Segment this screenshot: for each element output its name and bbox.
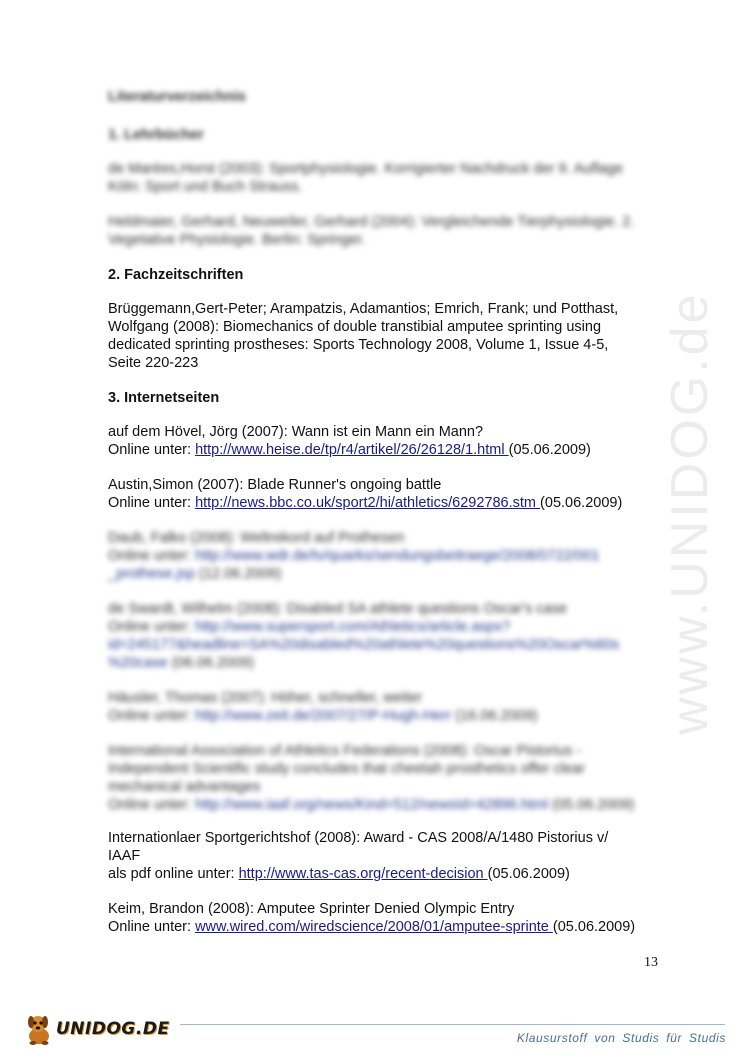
logo-text: UNIDOG.DE <box>56 1019 170 1039</box>
footer-divider <box>180 1024 725 1025</box>
reference-entry: Brüggemann,Gert-Peter; Arampatzis, Adamantios; Emrich, Frank; und Potthast, Wolfgang (2008): Biomechanics of double transtibial amputee sprinting using dedicated sprinting prostheses: Sports Technology 2008, Volume 1, Issue 4-5, Seite 220-223 <box>108 301 619 371</box>
reference-link[interactable]: http://www.iaaf.org/news/Kind=512/newsId=42896.html <box>195 797 553 813</box>
reference-entry: auf dem Hövel, Jörg (2007): Wann ist ein Mann ein Mann? Online unter: http://www.heise.de/tp/r4/artikel/26/26128/1.html (05.06.2009) <box>108 424 591 458</box>
section-heading-journals: 2. Fachzeitschriften <box>108 267 244 283</box>
reference-entry: Keim, Brandon (2008): Amputee Sprinter Denied Olympic Entry Online unter: www.wired.com/wiredscience/2008/01/amputee-sprinte (05.06.2009) <box>108 901 636 935</box>
section-heading-textbooks: 1. Lehrbücher <box>108 127 204 143</box>
reference-link[interactable]: _prothese.jsp <box>108 566 200 582</box>
page-number: 13 <box>644 955 658 970</box>
reference-entry: Heldmaier, Gerhard, Neuweiler, Gerhard (2004): Vergleichende Tierphysiologie. 2. Vegetative Physiologie. Berlin: Springer. <box>108 214 635 248</box>
section-heading-websites: 3. Internetseiten <box>108 390 220 406</box>
reference-link[interactable]: http://www.supersport.com/Athletics/article.aspx? <box>195 619 511 635</box>
reference-entry: International Association of Athletics Federations (2008): Oscar Pistorius - Independent Scientific study concludes that cheetah prosthetics offer clear mechanical advantages Online unter: http://www.iaaf.org/news/Kind=512/newsId=42896.html (05.06.2009) <box>108 743 635 813</box>
reference-entry: de Swardt, Wilhelm (2008): Disabled SA athlete questions Oscar's case Online unter: http://www.supersport.com/Athletics/article.aspx? id=245177&headline=SA%20disabled%20athlete%20questions%20Oscar%60s %20case (06.06.2009) <box>108 601 620 671</box>
reference-link[interactable]: id=245177&headline=SA%20disabled%20athlete%20questions%20Oscar%60s <box>108 637 620 653</box>
reference-entry: Häusler, Thomas (2007): Höher, schneller, weiter Online unter: http://www.zeit.de/2007/27/P-Hugh-Herr (16.06.2009) <box>108 690 538 724</box>
reference-entry: Daub, Falko (2008): Weltrekord auf Prothesen Online unter: http://www.wdr.de/tv/quarks/sendungsbeitraege/2008/0722/001 _prothese.jsp (12.06.2009) <box>108 530 600 582</box>
reference-link[interactable]: www.wired.com/wiredscience/2008/01/amputee-sprinte <box>195 919 553 935</box>
document-body <box>108 88 668 953</box>
reference-link[interactable]: http://www.heise.de/tp/r4/artikel/26/26128/1.html <box>195 442 509 458</box>
reference-entry: Austin,Simon (2007): Blade Runner's ongoing battle Online unter: http://news.bbc.co.uk/sport2/hi/athletics/6292786.stm (05.06.2009) <box>108 477 623 511</box>
reference-link[interactable]: http://www.zeit.de/2007/27/P-Hugh-Herr <box>195 708 456 724</box>
reference-link[interactable]: http://www.wdr.de/tv/quarks/sendungsbeitraege/2008/0722/001 <box>195 548 600 564</box>
bibliography-title: Literaturverzeichnis <box>108 89 246 105</box>
watermark: www.UNIDOG.de <box>661 291 719 735</box>
footer-tagline: Klausurstoff von Studis für Studis <box>516 1031 726 1045</box>
reference-entry: de Marées,Horst (2003): Sportphysiologie. Korrigierter Nachdruck der 9. Auflage Köln: Sport und Buch Strauss. <box>108 161 624 195</box>
dog-icon <box>24 1012 54 1046</box>
reference-entry: Internationlaer Sportgerichtshof (2008): Award - CAS 2008/A/1480 Pistorius v/ IAAF als pdf online unter: http://www.tas-cas.org/recent-decision (05.06.2009) <box>108 830 609 882</box>
blurred-middle-section <box>108 529 668 814</box>
reference-link[interactable]: %20case <box>108 655 172 671</box>
blurred-top-section <box>108 88 668 249</box>
reference-link[interactable]: http://www.tas-cas.org/recent-decision <box>238 866 488 882</box>
unidog-logo[interactable] <box>24 1012 170 1046</box>
reference-link[interactable]: http://news.bbc.co.uk/sport2/hi/athletics/6292786.stm <box>195 495 541 511</box>
